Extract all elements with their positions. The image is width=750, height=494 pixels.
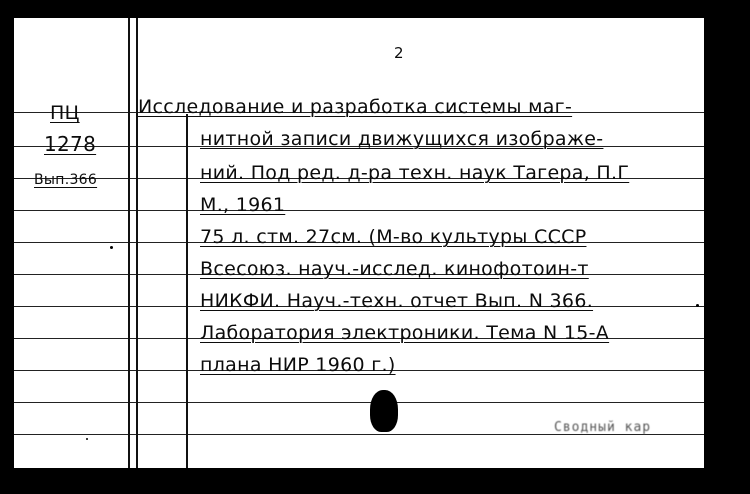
card-margin-line	[128, 18, 130, 468]
card-text-line: НИКФИ. Науч.-техн. отчет Вып. N 366.	[200, 290, 594, 312]
catalog-card	[14, 18, 704, 468]
card-text-line: М., 1961	[200, 194, 286, 216]
card-rule	[14, 402, 704, 403]
card-text-line: ний. Под ред. д-ра техн. наук Тагера, П.Г	[200, 162, 630, 184]
card-text-line: Исследование и разработка системы маг-	[138, 96, 573, 118]
call-number-issue: Вып.366	[34, 172, 98, 188]
card-text-line: нитной записи движущихся изображе-	[200, 128, 604, 150]
card-margin-line	[136, 18, 138, 468]
card-text-line: 75 л. стм. 27см. (М-во культуры СССР	[200, 226, 587, 248]
card-text-line: Лаборатория электроники. Тема N 15-А	[200, 322, 610, 344]
card-text-line: плана НИР 1960 г.)	[200, 354, 396, 376]
dust-speck	[696, 304, 699, 307]
ink-smudge	[370, 390, 398, 432]
card-text-line: Всесоюз. науч.-исслед. кинофотоин-т	[200, 258, 589, 280]
call-number-prefix: ПЦ	[50, 102, 80, 124]
dust-speck	[86, 438, 88, 440]
page-mark: 2	[394, 44, 404, 62]
card-rule	[14, 210, 704, 211]
call-number: 1278	[44, 132, 97, 156]
card-margin-line	[186, 114, 188, 468]
dust-speck	[110, 246, 113, 249]
library-stamp: Сводный кар	[554, 420, 652, 435]
